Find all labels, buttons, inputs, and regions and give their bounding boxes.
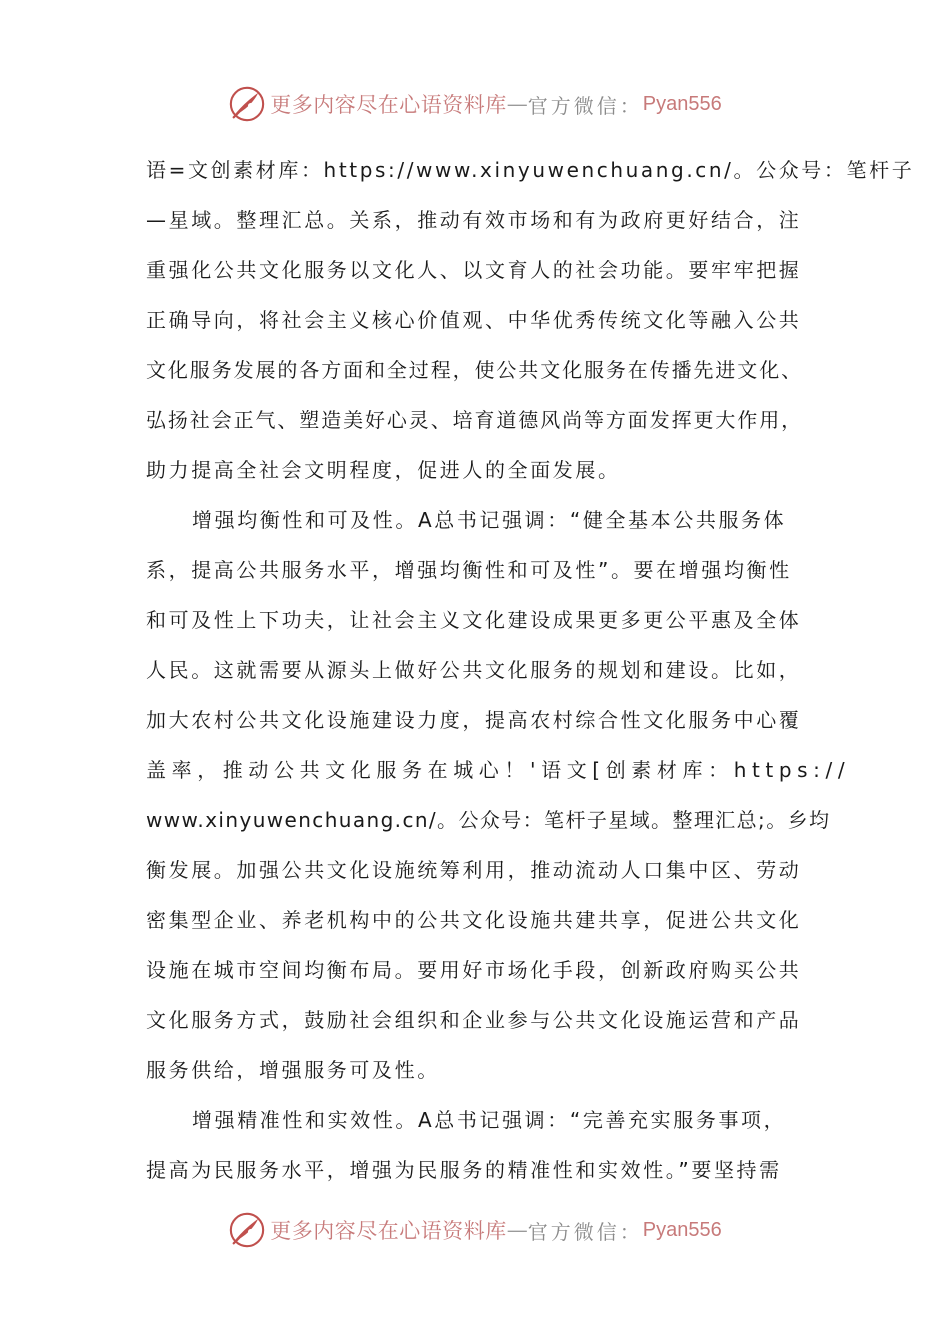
text-line: www.xinyuwenchuang.cn/。公众号：笔杆子星域。整理汇总;。乡均 [146,808,831,832]
banner-dash: — [506,92,528,116]
text-line: 设施在城市空间均衡布局。要用好市场化手段，创新政府购买公共 [146,958,802,982]
quill-logo-icon [228,1211,266,1249]
banner-site-text: 更多内容尽在心语资料库 [270,1219,507,1243]
text-line: 语=文创素材库：https://www.xinyuwenchuang.cn/。公众号：笔杆子 [146,158,915,182]
text-line: 弘扬社会正气、塑造美好心灵、培育道德风尚等方面发挥更大作用， [146,408,803,432]
text-line: 人民。这就需要从源头上做好公共文化服务的规划和建设。比如， [146,658,802,682]
banner-site-text: 更多内容尽在心语资料库 [270,93,507,117]
text-line: 正确导向，将社会主义核心价值观、中华优秀传统文化等融入公共 [146,308,802,332]
banner-wechat-id: Pyan556 [642,1218,722,1241]
banner-official-label: 官方微信： [527,1219,643,1244]
text-line: 服务供给，增强服务可及性。 [146,1058,440,1082]
document-body [146,145,915,1195]
text-line: 系，提高公共服务水平，增强均衡性和可及性”。要在增强均衡性 [146,558,792,582]
text-line: 提高为民服务水平，增强为民服务的精准性和实效性。”要坚持需 [146,1158,782,1182]
banner-dash: — [506,1218,528,1242]
text-line: 文化服务发展的各方面和全过程，使公共文化服务在传播先进文化、 [146,358,803,382]
text-line: 盖率，推动公共文化服务在城心！'语文[创素材库：https:// [146,758,851,782]
text-line: 加大农村公共文化设施建设力度，提高农村综合性文化服务中心覆 [146,708,802,732]
paragraph-start-line: 增强均衡性和可及性。A总书记强调：“健全基本公共服务体 [192,508,787,532]
paragraph-start-line: 增强精准性和实效性。A总书记强调：“完善充实服务事项， [192,1108,787,1132]
text-line: 密集型企业、养老机构中的公共文化设施共建共享，促进公共文化 [146,908,802,932]
text-line: 重强化公共文化服务以文化人、以文育人的社会功能。要牢牢把握 [146,258,802,282]
header-banner [0,84,950,124]
banner-wechat-id: Pyan556 [642,92,722,115]
quill-logo-icon [228,85,266,123]
text-line: 衡发展。加强公共文化设施统筹利用，推动流动人口集中区、劳动 [146,858,802,882]
text-line: 助力提高全社会文明程度，促进人的全面发展。 [146,458,621,482]
text-line: —星域。整理汇总。关系，推动有效市场和有为政府更好结合，注 [146,208,802,232]
text-line: 文化服务方式，鼓励社会组织和企业参与公共文化设施运营和产品 [146,1008,802,1032]
footer-banner [0,1210,950,1250]
banner-official-label: 官方微信： [527,93,643,118]
text-line: 和可及性上下功夫，让社会主义文化建设成果更多更公平惠及全体 [146,608,802,632]
